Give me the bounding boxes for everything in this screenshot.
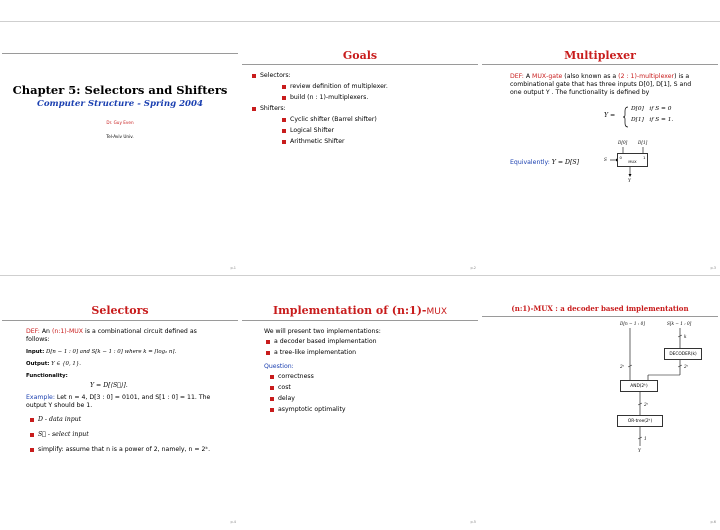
or-tree-box: OR-tree(2ᵏ) — [617, 415, 663, 427]
select-bus-label: S[k − 1 : 0] — [667, 321, 692, 326]
bullet — [282, 129, 286, 133]
functionality-label: Functionality: — [26, 373, 68, 379]
goal-arithmetic-shifter: Arithmetic Shifter — [290, 138, 345, 145]
slide-title: Goals — [342, 49, 378, 62]
question-optimality: asymptotic optimality — [278, 406, 346, 413]
definition-line-3: one output Y . The functionality is defined by — [510, 89, 650, 96]
mux-port-1: 1 — [643, 154, 646, 160]
bullet — [282, 96, 286, 100]
output-y-label: Y — [628, 178, 631, 183]
definition-line-2: follows: — [26, 336, 50, 343]
decoder-width-label: 2ᵏ — [684, 364, 689, 369]
slide-title: Multiplexer — [564, 49, 636, 62]
input-d1-label: D[1] — [638, 140, 648, 145]
bullet — [270, 397, 274, 401]
slide-2 — [240, 22, 480, 276]
slide-title: Implementation of (n:1)-MUX — [272, 304, 448, 317]
bullet — [282, 85, 286, 89]
bullet — [270, 386, 274, 390]
page-number: p.6 — [710, 520, 716, 524]
chapter-title: Chapter 5: Selectors and Shifters — [12, 83, 228, 97]
mux-label: MUX — [628, 159, 637, 164]
output-y-label: Y — [638, 448, 641, 453]
goal-selectors: Selectors: — [260, 72, 291, 79]
bullet — [266, 351, 270, 355]
example-line-1: Example: Let n = 4, D[3 : 0] = 0101, and S[1 : 0] = 11. The — [26, 394, 211, 401]
slide-6 — [480, 276, 720, 530]
question-delay: delay — [278, 395, 295, 402]
slide-5 — [240, 276, 480, 530]
intro-text: We will present two implementations: — [264, 328, 381, 335]
affiliation: Tel-Aviv Univ. — [106, 134, 134, 139]
decoder-box: DECODER(k) — [664, 348, 702, 360]
page-number: p.3 — [710, 266, 716, 270]
page-number: p.1 — [230, 266, 236, 270]
slide-rule — [2, 320, 238, 321]
input-spec: Input: D[n − 1 : 0] and S[k − 1 : 0] where k = ⌈log₂ n⌉. — [26, 349, 177, 355]
bullet — [30, 418, 34, 422]
slide-rule — [2, 53, 238, 54]
page-number: p.4 — [230, 520, 236, 524]
author: Dr. Guy Even — [106, 120, 134, 125]
and-width-label: 2ᵏ — [644, 402, 649, 407]
bullet — [270, 408, 274, 412]
case-s-zero: D[0] if S = 0 — [631, 106, 672, 112]
data-width-label: 2ᵏ — [620, 364, 625, 369]
question-label: Question: — [264, 363, 294, 370]
slide-rule — [242, 64, 478, 65]
bullet — [282, 118, 286, 122]
and-box: AND(2ᵏ) — [620, 380, 658, 392]
mux-port-0: 0 — [619, 154, 622, 160]
page-number: p.2 — [470, 266, 476, 270]
mux-wires — [480, 22, 720, 276]
question-cost: cost — [278, 384, 291, 391]
select-s-label: S — [604, 157, 607, 162]
case-s-one: D[1] if S = 1. — [631, 117, 674, 123]
goal-review-mux: review definition of multiplexer. — [290, 83, 388, 90]
bullet — [266, 340, 270, 344]
simplify-item: simplify: assume that n is a power of 2, namely, n = 2ᵏ. — [38, 446, 211, 453]
or-width-label: 1 — [644, 436, 647, 441]
equivalently-line: Equivalently: Y = D[S] — [510, 159, 580, 166]
mux-gate — [617, 153, 648, 167]
functionality-expr: Y = D[⟨S⃗⟩]. — [90, 382, 128, 389]
bullet — [30, 448, 34, 452]
select-input-item: S⃗ - select input — [38, 431, 89, 438]
data-bus-label: D[n − 1 : 0] — [620, 321, 645, 326]
goal-shifters: Shifters: — [260, 105, 286, 112]
goal-build-mux: build (n : 1)-multiplexers. — [290, 94, 369, 101]
definition-line-1: DEF: A MUX-gate (also known as a (2 : 1)-multiplexer) is a — [510, 73, 690, 80]
slide-title: (n:1)-MUX : a decoder based implementation — [511, 304, 689, 313]
goal-logical-shifter: Logical Shifter — [290, 127, 335, 134]
decoder-mux-wires — [480, 276, 720, 530]
slide-4 — [0, 276, 240, 530]
goal-cyclic-shifter: Cyclic shifter (Barrel shifter) — [290, 116, 377, 123]
bullet — [252, 74, 256, 78]
data-input-item: D - data input — [38, 416, 82, 423]
example-line-2: output Y should be 1. — [26, 402, 93, 409]
slide-rule — [242, 320, 478, 321]
bullet — [270, 375, 274, 379]
output-spec: Output: Y ∈ {0, 1}. — [26, 361, 81, 367]
bullet — [282, 140, 286, 144]
input-d0-label: D[0] — [618, 140, 628, 145]
definition-line-1: DEF: An (n:1)-MUX is a combinational circuit defined as — [26, 328, 197, 335]
definition-line-2: combinational gate that has three inputs D[0], D[1], S and — [510, 81, 692, 88]
page-number: p.5 — [470, 520, 476, 524]
bullet — [30, 433, 34, 437]
question-correctness: correctness — [278, 373, 314, 380]
course-subtitle: Computer Structure - Spring 2004 — [36, 99, 203, 109]
slide-title: Selectors — [91, 304, 149, 317]
bullet — [252, 107, 256, 111]
slide-1 — [0, 22, 240, 276]
k-width-label: k — [684, 334, 687, 339]
tree-impl-item: a tree-like implementation — [274, 349, 357, 356]
y-equals: Y = — [604, 112, 616, 119]
slide-3 — [480, 22, 720, 276]
decoder-impl-item: a decoder based implementation — [274, 338, 377, 345]
